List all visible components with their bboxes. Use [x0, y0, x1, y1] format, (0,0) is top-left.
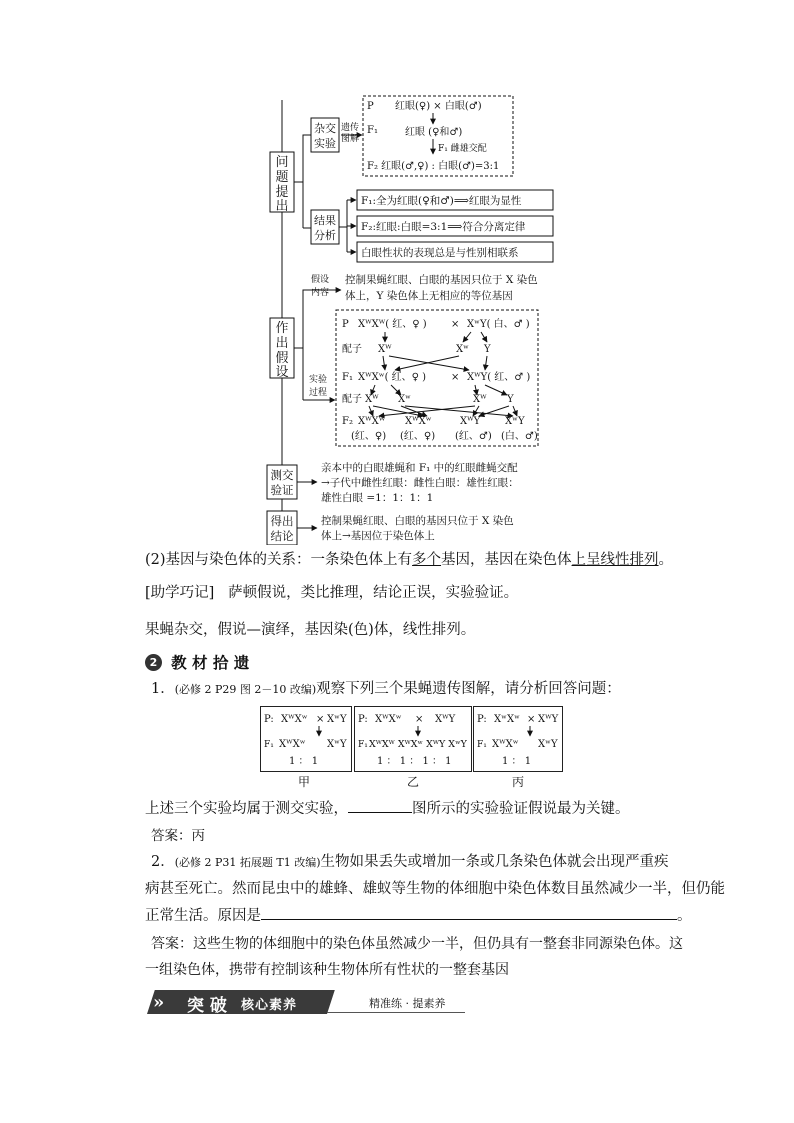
step-char: 测交: [270, 468, 294, 482]
cross2-gamete: Xʷ: [398, 394, 411, 405]
svg-text:XᵂXʷ: XᵂXʷ: [492, 739, 519, 750]
question-2-answer-1: 答案：这些生物的体细胞中的染色体虽然减少一半，但仍具有一整套非同源染色体。这: [151, 936, 683, 952]
testcross-text: 亲本中的白眼雄蝇和 F₁ 中的红眼雌蝇交配: [321, 462, 518, 474]
svg-text:1 ： 1: 1 ： 1: [289, 756, 319, 767]
svg-text:F₁: F₁: [264, 740, 274, 750]
question-text: 生物如果丢失或增加一条或几条染色体就会出现严重疾: [320, 854, 669, 870]
text-span: 正常生活。原因是: [145, 908, 261, 924]
experiment-process-label: 实验: [309, 375, 328, 385]
hypothesis-content-label: 假设: [311, 275, 330, 285]
cross-box-jia: [260, 706, 352, 772]
hybrid-label: 实验: [314, 137, 336, 150]
gene-chromosome-relation: [145, 550, 673, 570]
svg-text:×: ×: [316, 714, 325, 725]
cross2-f2-geno: XʷY: [505, 416, 525, 427]
svg-text:P:: P:: [264, 714, 274, 725]
question-1-statement: [145, 799, 630, 819]
banner-tagline: 精准练 · 提素养: [369, 997, 446, 1010]
cross2-gamete-label: 配子: [342, 394, 362, 405]
caption-yi: 乙: [407, 775, 420, 789]
cross2-f2-geno: XᵂXʷ: [405, 416, 432, 427]
result-text-2: F₂:红眼:白眼=3:1⟹符合分离定律: [361, 221, 526, 233]
cross2-gamete: Y: [507, 394, 514, 405]
hypothesis-text: 控制果蝇红眼、白眼的基因只位于 X 染色: [345, 274, 538, 286]
svg-text:XᵂXᵂ XᵂXʷ XᵂY XʷY: XᵂXᵂ XᵂXʷ XᵂY XʷY: [369, 739, 467, 750]
mnemonic-text: 萨顿假说，类比推理，结论正误，实验验证。: [228, 585, 519, 601]
underlined-answer: 上呈线性排列: [571, 552, 659, 568]
question-text: 观察下列三个果蝇遗传图解，请分析回答问题：: [316, 681, 621, 697]
svg-text:XᵂY: XᵂY: [538, 714, 559, 725]
mnemonic-line: [145, 583, 518, 603]
svg-text:XᵂY: XᵂY: [435, 714, 456, 725]
conclusion-text: 控制果蝇红眼、白眼的基因只位于 X 染色: [321, 515, 514, 527]
banner-subtitle: 核心素养: [241, 998, 298, 1013]
question-1-answer: 答案：丙: [151, 828, 205, 844]
cross2-f2-pheno: (红、♀): [351, 431, 387, 442]
caption-jia: 甲: [298, 775, 311, 789]
cross2-f1-label: F₁: [342, 372, 353, 383]
svg-text:1 ： 1 ： 1 ： 1: 1 ： 1 ： 1 ： 1: [377, 756, 452, 767]
text-span: (2)基因与染色体的关系：一条染色体上有: [145, 552, 413, 568]
text-span: 。: [658, 552, 674, 568]
cross2-f2-label: F₂: [342, 416, 353, 427]
cross2-f2-geno: XᵂY: [460, 416, 481, 427]
hybrid-label: 杂交: [314, 122, 336, 135]
section-title: 教 材 拾 遗: [171, 654, 250, 672]
section-heading: [145, 651, 249, 671]
mnemonic-label: [助学巧记]: [145, 585, 215, 601]
banner-title: 突 破: [187, 996, 227, 1016]
cross2-f1-left: XᵂXʷ( 红、♀ ): [358, 372, 427, 383]
cross2-p-left: XᵂXᵂ( 红、♀ ): [358, 319, 427, 330]
cross2-f2-pheno: (白、♂): [501, 431, 538, 442]
result-text-3: 白眼性状的表现总是与性别相联系: [361, 247, 519, 259]
result-text-1: F₁:全为红眼(♀和♂)⟹红眼为显性: [361, 195, 522, 207]
answer-blank[interactable]: [348, 812, 412, 813]
cross1-f1-note: F₁ 雌雄交配: [438, 144, 487, 154]
question-number: 2．: [151, 854, 175, 870]
cross1-f2: F₂ 红眼(♂,♀) : 白眼(♂)=3:1: [367, 161, 500, 172]
svg-text:×: ×: [527, 714, 536, 725]
cross-diagram: [261, 707, 351, 771]
cross2-f2-pheno: (红、♀): [400, 431, 436, 442]
cross2-f1-right: XᵂY( 红、♂ ): [467, 372, 531, 383]
svg-text:P:: P:: [477, 714, 487, 725]
section-number-icon: 2: [145, 654, 162, 671]
cross2-times: ×: [451, 319, 460, 330]
testcross-text: 雄性白眼 =1：1：1：1: [321, 492, 434, 504]
cross2-gamete-label: 配子: [342, 344, 362, 355]
svg-text:F₁: F₁: [477, 740, 487, 750]
step-char: 作: [275, 321, 289, 336]
svg-text:XʷY: XʷY: [327, 714, 347, 725]
cross1-f1-label: F₁: [367, 125, 378, 136]
cross2-gamete: Xʷ: [456, 344, 469, 355]
step-char: 结论: [270, 529, 294, 543]
cross2-f2-pheno: (红、♂): [455, 431, 492, 442]
caption-bing: 丙: [512, 775, 525, 789]
cross2-gamete: Xᵂ: [473, 394, 487, 405]
banner-underline: [327, 1012, 465, 1013]
svg-text:XʷY: XʷY: [538, 739, 558, 750]
conclusion-text: 体上→基因位于染色体上: [321, 530, 435, 542]
svg-text:XʷXʷ: XʷXʷ: [494, 714, 520, 725]
cross2-p: P: [342, 319, 349, 330]
cross2-gamete: Xᵂ: [365, 394, 379, 405]
question-number: 1．: [151, 681, 175, 697]
question-source: (必修 2 P29 图 2－10 改编): [174, 683, 317, 696]
cross2-f2-geno: XᵂXᵂ: [358, 416, 386, 427]
chevron-icon: »: [153, 992, 165, 1013]
question-source: (必修 2 P31 拓展题 T1 改编): [174, 856, 321, 869]
mnemonic-line-2: 果蝇杂交，假说—演绎，基因染(色)体，线性排列。: [145, 622, 476, 638]
step-char: 得出: [270, 514, 294, 528]
question-1: [151, 679, 621, 700]
question-2-answer-2: 一组染色体，携带有控制该种生物体所有性状的一整套基因: [145, 962, 509, 978]
svg-text:P:: P:: [358, 714, 368, 725]
svg-text:XᵂXʷ: XᵂXʷ: [375, 714, 402, 725]
underlined-answer: 多个: [412, 552, 442, 568]
cross2-gamete: Xᵂ: [378, 344, 392, 355]
svg-text:XʷY: XʷY: [327, 739, 347, 750]
text-span: 基因，基因在染色体: [441, 552, 572, 568]
text-span: 上述三个实验均属于测交实验，: [145, 801, 348, 817]
step-char: 问: [275, 155, 289, 170]
cross-box-yi: [354, 706, 472, 772]
cross1-p: P: [367, 101, 374, 112]
step-char: 提: [275, 185, 289, 200]
svg-text:XᵂXʷ: XᵂXʷ: [281, 714, 308, 725]
answer-blank[interactable]: [261, 919, 677, 920]
step-char: 出: [275, 199, 289, 214]
question-2-line2: 病甚至死亡。然而昆虫中的雄蜂、雄蚁等生物的体细胞中染色体数目虽然减少一半，但仍能: [145, 881, 725, 897]
experiment-process-label: 过程: [309, 388, 328, 398]
testcross-text: →子代中雌性红眼：雌性白眼：雄性红眼：: [321, 477, 519, 489]
text-span: 。: [677, 908, 692, 924]
step-char: 假: [275, 351, 289, 366]
genetics-flow-diagram: [255, 90, 560, 545]
svg-text:×: ×: [415, 714, 424, 725]
cross2-times: ×: [451, 372, 460, 383]
result-label: 分析: [314, 229, 336, 242]
step-char: 题: [275, 170, 289, 185]
cross-diagram: [474, 707, 562, 771]
cross2-gamete: Y: [484, 344, 491, 355]
question-2-line3: [145, 906, 692, 926]
cross1-parents: 红眼(♀) × 白眼(♂): [395, 101, 482, 112]
cross1-f1: 红眼 (♀和♂): [405, 127, 463, 138]
svg-text:XᵂXʷ: XᵂXʷ: [279, 739, 306, 750]
text-span: 图所示的实验验证假说最为关键。: [412, 801, 630, 817]
step-char: 验证: [270, 483, 294, 497]
genetic-diagram-label: 图解: [341, 134, 360, 144]
genetic-diagram-label: 遗传: [341, 123, 360, 133]
cross-box-bing: [473, 706, 563, 772]
step-char: 出: [275, 336, 289, 351]
cross2-p-right: XʷY( 白、♂ ): [467, 319, 530, 330]
cross-diagram: [355, 707, 471, 771]
svg-text:1 ： 1: 1 ： 1: [502, 756, 532, 767]
svg-text:F₁: F₁: [358, 740, 368, 750]
core-literacy-banner: [147, 990, 465, 1014]
result-label: 结果: [314, 214, 336, 227]
step-char: 设: [275, 365, 289, 380]
hypothesis-content-label: 内容: [311, 288, 330, 298]
question-2-line1: [151, 852, 669, 873]
hypothesis-text: 体上，Y 染色体上无相应的等位基因: [345, 290, 513, 302]
